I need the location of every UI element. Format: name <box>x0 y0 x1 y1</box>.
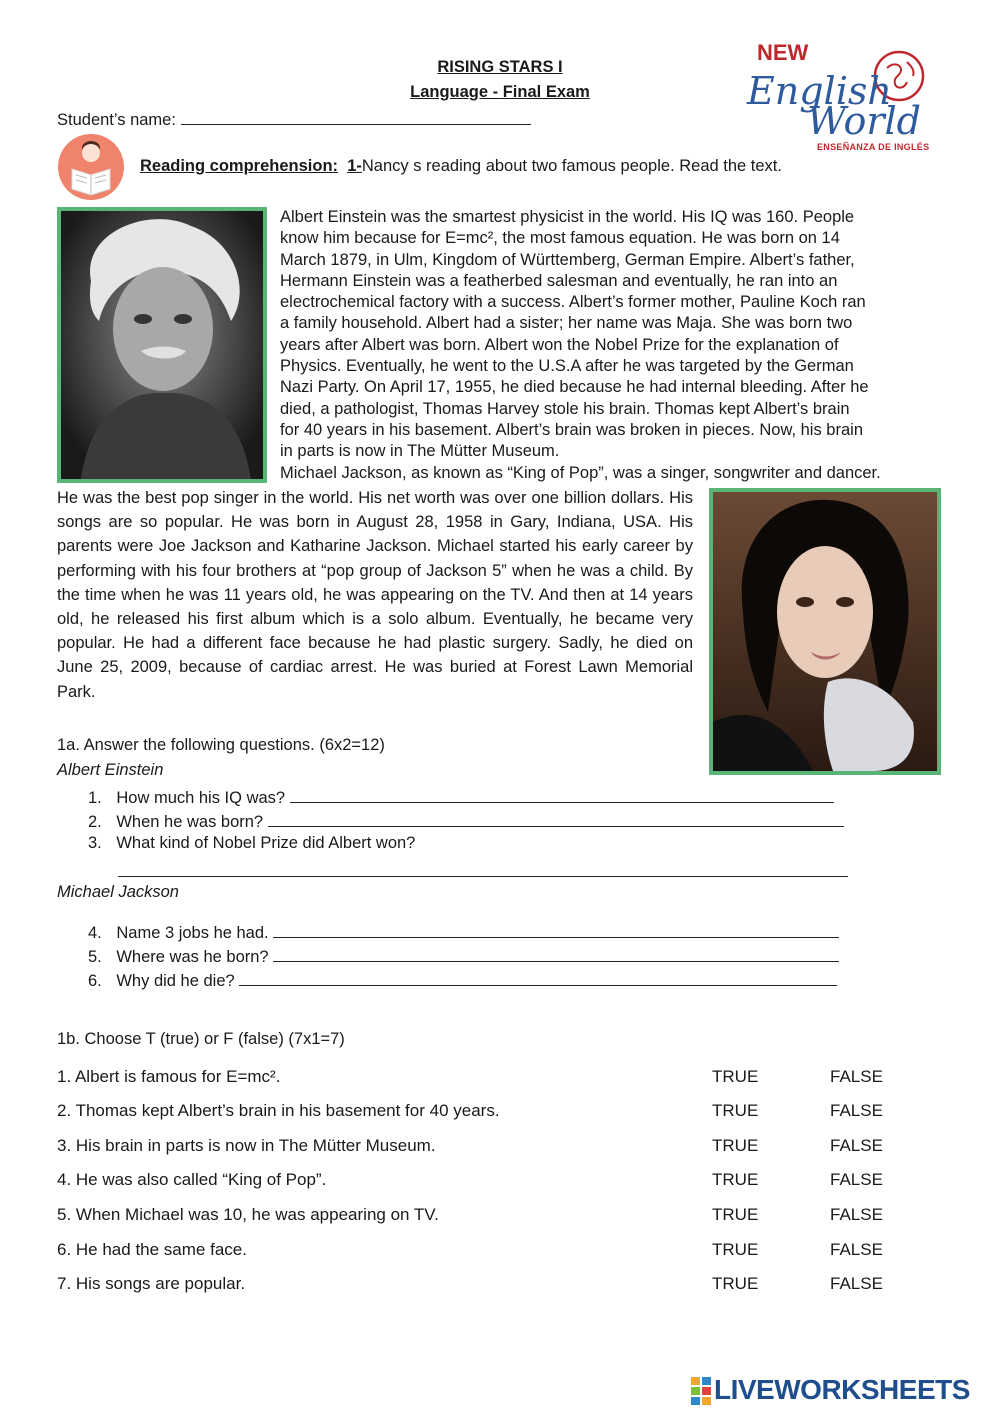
tf-statement: 4. He was also called “King of Pop”. <box>57 1170 327 1189</box>
jackson-questions-label: Michael Jackson <box>57 883 179 901</box>
true-option[interactable]: TRUE <box>712 1136 759 1155</box>
answer-field-1[interactable] <box>290 786 834 803</box>
answer-field-6[interactable] <box>239 969 837 986</box>
tf-row <box>57 1240 937 1262</box>
einstein-line: a family household. Albert had a sister; her name was Maja. She was born two <box>280 314 853 333</box>
question-3 <box>88 834 415 853</box>
answer-field-3[interactable] <box>118 860 848 877</box>
question-1 <box>88 786 834 808</box>
new-english-world-logo <box>745 38 935 158</box>
reading-number: 1- <box>347 157 362 175</box>
reading-instruction <box>140 157 782 176</box>
question-number: 1. <box>88 789 102 807</box>
einstein-line: in parts is now in The Mütter Museum. <box>280 442 560 461</box>
reading-icon <box>56 133 126 201</box>
student-name-row <box>57 108 531 130</box>
true-option[interactable]: TRUE <box>712 1274 759 1293</box>
question-5 <box>88 945 839 967</box>
question-6 <box>88 969 837 991</box>
einstein-paragraph <box>280 207 945 484</box>
false-option[interactable]: FALSE <box>830 1101 883 1120</box>
section-1a-heading: 1a. Answer the following questions. (6x2=12) <box>57 736 385 754</box>
student-name-label: Student’s name: <box>57 111 176 129</box>
tf-statement: 1. Albert is famous for E=mc². <box>57 1067 281 1086</box>
einstein-questions-label: Albert Einstein <box>57 761 164 779</box>
einstein-line: for 40 years in his basement. Albert’s brain was broken in pieces. Now, his brain <box>280 420 863 439</box>
true-option[interactable]: TRUE <box>712 1170 759 1189</box>
false-option[interactable]: FALSE <box>830 1170 883 1189</box>
liveworksheets-text: LIVEWORKSHEETS <box>714 1374 970 1405</box>
question-text: When he was born? <box>116 813 264 831</box>
exam-title: RISING STARS I <box>437 58 563 76</box>
liveworksheets-brand <box>690 1374 990 1408</box>
tf-statement: 5. When Michael was 10, he was appearing on TV. <box>57 1205 439 1224</box>
einstein-line: years after Albert was born. Albert won the Nobel Prize for the explanation of <box>280 335 839 354</box>
einstein-line: know him because for E=mc², the most famous equation. He was born on 14 <box>280 229 840 248</box>
einstein-line: Michael Jackson, as known as “King of Pop”, was a singer, songwriter and dancer. <box>280 463 881 482</box>
logo-english-text: English <box>747 69 892 113</box>
logo-tagline: ENSEÑANZA DE INGLÉS <box>817 142 930 152</box>
question-text: How much his IQ was? <box>116 789 286 807</box>
question-4 <box>88 921 839 943</box>
question-number: 2. <box>88 813 102 831</box>
question-number: 6. <box>88 972 102 990</box>
tf-statement: 6. He had the same face. <box>57 1240 247 1259</box>
question-text: What kind of Nobel Prize did Albert won? <box>116 834 416 852</box>
question-2 <box>88 810 844 832</box>
answer-field-4[interactable] <box>273 921 839 938</box>
question-text: Where was he born? <box>116 948 269 966</box>
tf-row <box>57 1170 937 1192</box>
einstein-line: Hermann Einstein was a featherbed salesman and eventually, he ran into an <box>280 271 838 290</box>
true-option[interactable]: TRUE <box>712 1205 759 1224</box>
einstein-line: electrochemical factory with a success. Albert’s former mother, Pauline Koch ran <box>280 293 866 312</box>
tf-statement: 2. Thomas kept Albert’s brain in his basement for 40 years. <box>57 1101 500 1120</box>
tf-row <box>57 1205 937 1227</box>
tf-row <box>57 1274 937 1296</box>
logo-new-text: NEW <box>757 40 809 65</box>
jackson-paragraph: He was the best pop singer in the world. His net worth was over one billion dollars. His songs are so popular. He was born in August 28, 1958 in Gary, Indiana, USA. His parents were Joe Jackson and Katharine Jackson. Michael started his early career by performing with his four brothers at “pop group of Jackson 5” when he was a child. By the time when he was 11 years old, he was appearing on the TV. And then at 14 years old, he released his first album which is a solo album. Eventually, he became very popular. He had a different face because he had plastic surgery. Sadly, he died on June 25, 2009, because of cardiac arrest. He was buried at Forest Lawn Memorial Park. <box>57 489 693 701</box>
einstein-line: Physics. Eventually, he went to the U.S.A after he was targeted by the German <box>280 357 854 376</box>
answer-field-2[interactable] <box>268 810 844 827</box>
jackson-photo <box>709 488 941 775</box>
tf-row <box>57 1101 937 1123</box>
question-number: 4. <box>88 924 102 942</box>
einstein-line: died, a pathologist, Thomas Harvey stole his brain. Thomas kept Albert’s brain <box>280 399 850 418</box>
tf-row <box>57 1067 937 1089</box>
false-option[interactable]: FALSE <box>830 1067 883 1086</box>
question-number: 5. <box>88 948 102 966</box>
false-option[interactable]: FALSE <box>830 1240 883 1259</box>
question-text: Name 3 jobs he had. <box>116 924 269 942</box>
liveworksheets-icon <box>690 1376 712 1406</box>
einstein-line: March 1879, in Ulm, Kingdom of Württemberg, German Empire. Albert’s father, <box>280 250 855 269</box>
student-name-field[interactable] <box>181 108 531 125</box>
reading-instruction-text: Nancy s reading about two famous people. Read the text. <box>361 157 782 175</box>
einstein-line: Albert Einstein was the smartest physicist in the world. His IQ was 160. People <box>280 208 855 226</box>
section-1b-heading: 1b. Choose T (true) or F (false) (7x1=7) <box>57 1030 345 1048</box>
true-option[interactable]: TRUE <box>712 1101 759 1120</box>
question-text: Why did he die? <box>116 972 235 990</box>
exam-subtitle: Language - Final Exam <box>410 83 590 101</box>
false-option[interactable]: FALSE <box>830 1136 883 1155</box>
false-option[interactable]: FALSE <box>830 1274 883 1293</box>
question-number: 3. <box>88 834 102 852</box>
logo-world-text: World <box>807 99 921 143</box>
answer-field-5[interactable] <box>273 945 839 962</box>
tf-row <box>57 1136 937 1158</box>
einstein-photo <box>57 207 267 483</box>
tf-statement: 7. His songs are popular. <box>57 1274 246 1293</box>
reading-heading: Reading comprehension: <box>140 157 339 175</box>
false-option[interactable]: FALSE <box>830 1205 883 1224</box>
einstein-line: Nazi Party. On April 17, 1955, he died because he had internal bleeding. After he <box>280 378 869 397</box>
true-option[interactable]: TRUE <box>712 1240 759 1259</box>
tf-statement: 3. His brain in parts is now in The Mütter Museum. <box>57 1136 436 1155</box>
true-option[interactable]: TRUE <box>712 1067 759 1086</box>
